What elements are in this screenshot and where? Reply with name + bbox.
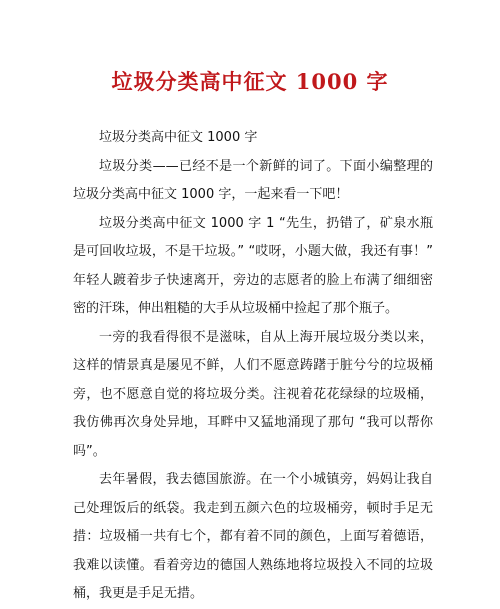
- paragraph-2: 一旁的我看得很不是滋味，自从上海开展垃圾分类以来，这样的情景真是屡见不鲜，人们不愿意踌躇于脏兮兮的垃圾桶旁，也不愿意自觉的将垃圾分类。注视着花花绿绿的垃圾桶，我仿佛再次身处异地，耳畔中又猛地涌现了那句 “我可以帮你吗”。: [73, 329, 433, 459]
- paragraph-3: 去年暑假，我去德国旅游。在一个小城镇旁，妈妈让我自己处理饭后的纸袋。我走到五颜六色的垃圾桶旁，顿时手足无措：垃圾桶一共有七个，都有着不同的颜色，上面写着德语，我难以读懂。看着旁边的德国人熟练地将垃圾投入不同的垃圾桶，我更是手足无措。: [73, 472, 433, 601]
- paragraph-1: 垃圾分类高中征文 1000 字 1 “先生，扔错了，矿泉水瓶是可回收垃圾，不是干垃圾。” “哎呀，小题大做，我还有事！” 年轻人踱着步子快速离开，旁边的志愿者的脸上布满了细细密密的汗珠，伸出粗糙的大手从垃圾桶中捡起了那个瓶子。: [73, 215, 433, 316]
- document-body: [73, 124, 433, 609]
- document-title: 垃圾分类高中征文 1000 字: [111, 69, 389, 94]
- paragraph-intro: 垃圾分类——已经不是一个新鲜的词了。下面小编整理的垃圾分类高中征文 1000 字，一起来看一下吧！: [73, 158, 433, 202]
- paragraph-subheading: 垃圾分类高中征文 1000 字: [99, 130, 258, 145]
